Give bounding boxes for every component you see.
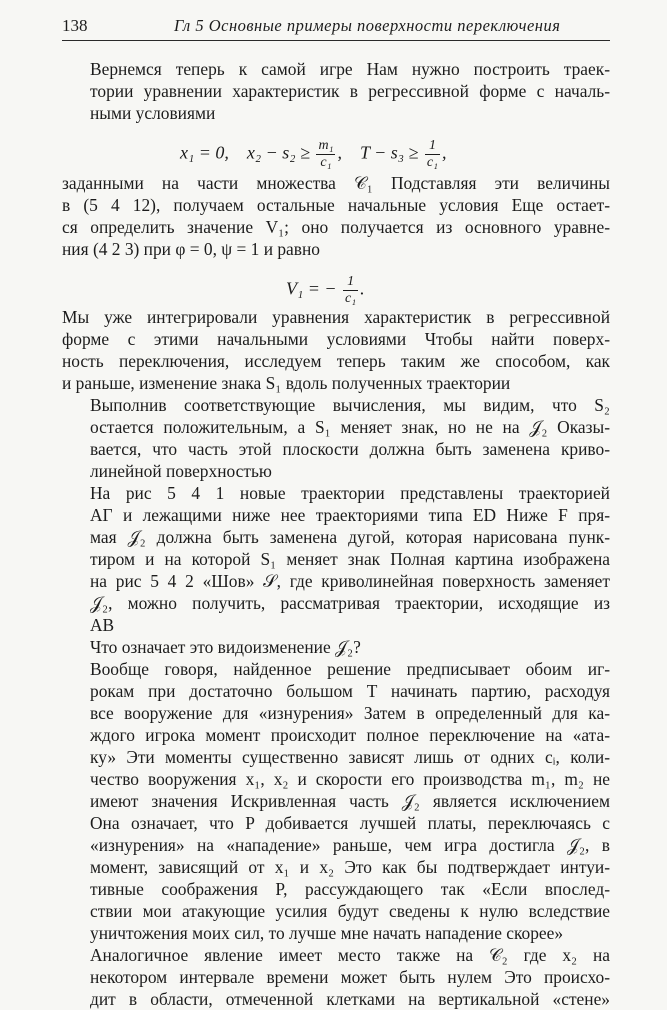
paragraph-8: Аналогичное явление имеет место также на 𝒞₂ где x₂ на некотором интервале времени может быть нулем Это происхо- дит в области, отмеченной клетками на вертикальной «стене» xyxy=(90,945,610,1009)
page-header xyxy=(62,14,610,41)
paragraph-6: Что означает это видоизменение 𝒥₂? xyxy=(90,637,361,657)
paragraph-7: Вообще говоря, найденное решение предписывает обоим иг- рокам при достаточно большом T начинать партию, расходуя все вооружение для «изнурения» Затем в определенный для ка- ждого игрока момент происходит полное переключение на «ата- ку» Эти моменты существенно зависят лишь от одних cᵢ, коли- чество вооружения x₁, x₂ и скорости его производства m₁, m₂ не имеют значения Искривленная часть 𝒥₂ является исключением Она означает, что P добивается лучшей платы, переключаясь с «изнурения» на «нападение» раньше, чем игра достигла 𝒥₂, в момент, зависящий от x₁ и x₂ Это как бы подтверждает интуи- тивные соображения P, рассуждающего так «Если впослед- ствии мои атакующие усилия будут сведены к нулю вследствие уничтожения моих сил, то лучше мне начать нападение скорее» xyxy=(90,659,610,943)
formula-initial-conditions: x₁ = 0, x₂ − s₂ ≥ $\frac{\text{m₁}}{\text{c₁}}$ , T − s₃ ≥ $\frac{1}{\text{c₁}}$ , xyxy=(180,138,447,170)
body-text xyxy=(62,58,610,1010)
paragraph-1: Вернемся теперь к самой игре Нам нужно построить траек- тории уравнении характеристик в регрессивной форме с началь- ными условиями xyxy=(90,59,610,123)
fraction-1-c1: $\frac{1}{\text{c₁}}$ xyxy=(426,138,439,170)
running-title: Гл 5 Основные примеры поверхности переключения xyxy=(174,16,561,35)
paragraph-4: Выполнив соответствующие вычисления, мы видим, что S₂ остается положительным, а S₁ меняет знак, но не на 𝒥₂ Оказы- вается, что часть этой плоскости должна быть заменена криво- линейной поверхностью xyxy=(90,395,610,481)
paragraph-5: На рис 5 4 1 новые траектории представлены траекторией АГ и лежащими ниже нее траекториями типа ED Ниже F пря- мая 𝒥₂ должна быть заменена дугой, которая нарисована пунк- тиром и на которой S₁ меняет знак Полная картина изображена на рис 5 4 2 «Шов» 𝒮, где криволинейная поверхность заменяет 𝒥₂, можно получить, рассматривая траектории, исходящие из AB xyxy=(90,483,610,635)
formula-v1: V₁ = − $\frac{1}{\text{c₁}}$ . xyxy=(286,274,365,306)
paragraph-3: Мы уже интегрировали уравнения характеристик в регрессивной форме с этими начальными условиями Чтобы найти поверх- ность переключения, исследуем теперь таким же способом, как и раньше, изменение знака S₁ вдоль полученных траектории xyxy=(62,307,610,393)
fraction-m1-c1: $\frac{\text{m₁}}{\text{c₁}}$ xyxy=(318,138,334,170)
fraction-v1: $\frac{1}{\text{c₁}}$ xyxy=(345,274,357,306)
page-number: 138 xyxy=(62,16,88,35)
paragraph-2: заданными на части множества 𝒞₁ Подставляя эти величины в (5 4 12), получаем остальные начальные условия Еще остает- ся определить значение V₁; оно получается из основного уравне- ния (4 2 3) при φ = 0, ψ = 1 и равно xyxy=(62,173,610,259)
